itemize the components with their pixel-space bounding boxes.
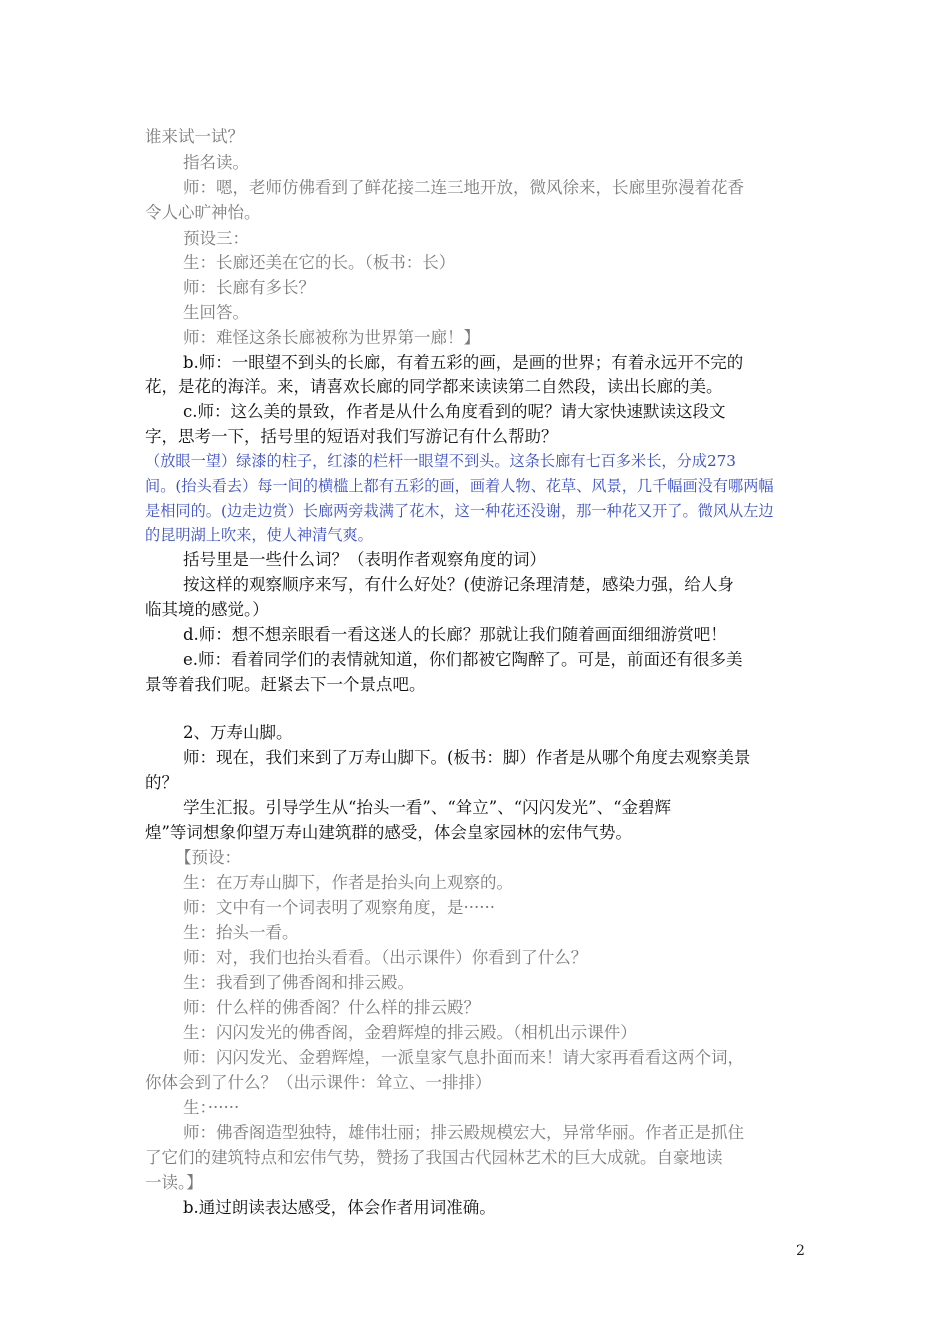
quoted-passage-line: （放眼一望）绿漆的柱子，红漆的栏杆一眼望不到头。这条长廊有七百多米长，分成273: [145, 452, 736, 470]
text-line: 生：抬头一看。: [183, 923, 299, 942]
text-line: 按这样的观察顺序来写，有什么好处？(使游记条理清楚，感染力强，给人身: [183, 575, 734, 594]
text-line: 师：什么样的佛香阁？什么样的排云殿？: [183, 998, 480, 1017]
text-line: 字，思考一下，括号里的短语对我们写游记有什么帮助？: [145, 427, 558, 446]
text-line: b.师：一眼望不到头的长廊，有着五彩的画，是画的世界；有着永远开不完的: [183, 353, 744, 372]
text-line: 花，是花的海洋。来，请喜欢长廊的同学都来读读第二自然段，读出长廊的美。: [145, 377, 723, 396]
text-line: 煌”等词想象仰望万寿山建筑群的感受，体会皇家园林的宏伟气势。: [145, 823, 632, 842]
text-line: 景等着我们呢。赶紧去下一个景点吧。: [145, 675, 426, 694]
text-line: 学生汇报。引导学生从“抬头一看”、“耸立”、“闪闪发光”、“金碧辉: [183, 798, 672, 817]
text-line: d.师：想不想亲眼看一看这迷人的长廊？那就让我们随着画面细细游赏吧！: [183, 625, 727, 644]
text-line: 令人心旷神怡。: [145, 203, 261, 222]
text-line: 【预设：: [175, 848, 241, 867]
text-line: 一读。】: [145, 1173, 203, 1192]
text-line: 师：长廊有多长？: [183, 278, 315, 297]
text-line: 指名读。: [183, 153, 249, 172]
text-line: 的？: [145, 773, 178, 792]
text-line: 师：对，我们也抬头看看。（出示课件）你看到了什么？: [183, 948, 588, 967]
quoted-passage-line: 间。(抬头看去）每一间的横槛上都有五彩的画，画着人物、花草、风景，几千幅画没有哪两幅: [145, 477, 774, 495]
text-line: 师：现在，我们来到了万寿山脚下。(板书：脚）作者是从哪个角度去观察美景: [183, 748, 751, 767]
text-line: b.通过朗读表达感受，体会作者用词准确。: [183, 1198, 496, 1217]
text-line: 生：长廊还美在它的长。（板书：长）: [183, 253, 456, 272]
text-line: 临其境的感觉。）: [145, 600, 269, 619]
text-line: 谁来试一试？: [145, 127, 244, 146]
section-heading: 2、万寿山脚。: [183, 723, 293, 742]
text-line: 师：难怪这条长廊被称为世界第一廊！】: [183, 328, 480, 347]
quoted-passage-line: 的昆明湖上吹来，使人神清气爽。: [145, 526, 373, 544]
text-line: 生：在万寿山脚下，作者是抬头向上观察的。: [183, 873, 513, 892]
text-line: e.师：看着同学们的表情就知道，你们都被它陶醉了。可是，前面还有很多美: [183, 650, 743, 669]
text-line: 生：闪闪发光的佛香阁，金碧辉煌的排云殿。（相机出示课件）: [183, 1023, 637, 1042]
text-line: 预设三：: [183, 229, 249, 248]
text-line: 了它们的建筑特点和宏伟气势，赞扬了我国古代园林艺术的巨大成就。自豪地读: [145, 1148, 723, 1167]
text-line: 你体会到了什么？（出示课件：耸立、一排排）: [145, 1073, 492, 1092]
text-line: c.师：这么美的景致，作者是从什么角度看到的呢？请大家快速默读这段文: [183, 402, 726, 421]
text-line: 师：文中有一个词表明了观察角度，是······: [183, 898, 495, 917]
text-line: 师：嗯，老师仿佛看到了鲜花接二连三地开放，微风徐来，长廊里弥漫着花香: [183, 178, 744, 197]
text-line: 师：佛香阁造型独特，雄伟壮丽；排云殿规模宏大，异常华丽。作者正是抓住: [183, 1123, 744, 1142]
text-line: 师：闪闪发光、金碧辉煌，一派皇家气息扑面而来！请大家再看看这两个词，: [183, 1048, 744, 1067]
text-line: 生回答。: [183, 303, 249, 322]
page-number: 2: [796, 1243, 805, 1259]
text-line: 生：······: [183, 1098, 240, 1117]
text-line: 生：我看到了佛香阁和排云殿。: [183, 973, 414, 992]
quoted-passage-line: 是相同的。(边走边赏）长廊两旁栽满了花木，这一种花还没谢，那一种花又开了。微风从左边: [145, 502, 774, 520]
text-line: 括号里是一些什么词？（表明作者观察角度的词）: [183, 550, 546, 569]
